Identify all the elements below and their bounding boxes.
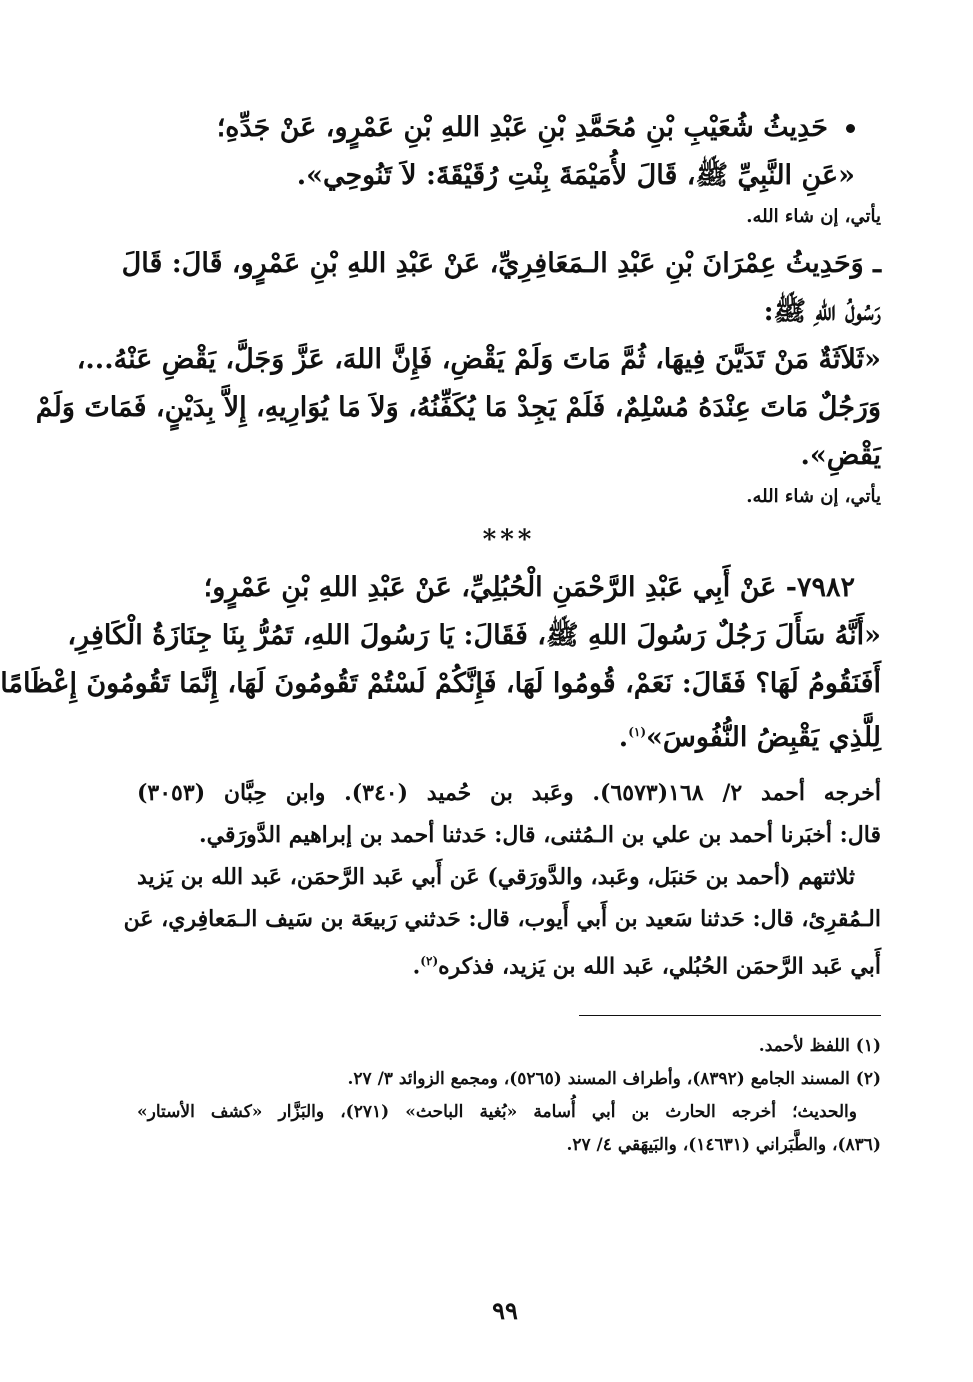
section2-line4: وَرَجُلٌ مَاتَ عِنْدَهُ مُسْلِمٌ، فَلَمْ يَجِدْ مَا يُكَفِّنُهُ، وَلاَ مَا يُوَارِيهِ، إِلاَّ بِدَيْنٍ، فَمَاتَ وَلَمْ <box>35 392 881 423</box>
section1-quote: «عَنِ النَّبِيِّ ﷺ، قَالَ لأُمَيْمَةَ بِنْتِ رُقَيْقَةَ: لاَ تَنُوحِي». <box>296 160 855 191</box>
takhrij-line1: أخرجه أحمد ٢/ ١٦٨(٦٥٧٣). وعَبد بن حُميد (٣٤٠). وابن حِبَّان (٣٠٥٣) <box>137 780 881 806</box>
hadith-heading: ٧٩٨٢- عَنْ أَبِي عَبْدِ الرَّحْمَنِ الْحُبُلِيِّ، عَنْ عَبْدِ اللهِ بْنِ عَمْرٍو؛ <box>203 572 855 603</box>
footnote-3-line2: (٨٣٦)، والطَّبَراني (١٤٦٣١)، والبَيهَقي ٤/ ٢٧. <box>566 1135 881 1156</box>
footnote-divider <box>579 1015 881 1016</box>
footnote-ref-2: (٢) <box>420 954 439 968</box>
takhrij-line4: الـمُقرِئ، قال: حَدثنا سَعيد بن أَبي أَيوب، قال: حَدثني رَبيعَة بن سَيف الـمَعافِري، عَن <box>123 906 881 932</box>
hadith-line3: لِلَّذِي يَقْبِضُ النُّفُوسَ»$^{(١)}$. <box>618 722 881 753</box>
section1-note: يأتي، إن شاء الله. <box>746 206 881 227</box>
section2-note: يأتي، إن شاء الله. <box>746 486 881 507</box>
section2-line5: يَقْضِ». <box>800 440 881 471</box>
footnote-3-line1: والحديث؛ أخرجه الحارث بن أبي أُسامة «بُغية الباحث» (٢٧١)، والبَزَّار «كشف الأستار» <box>137 1102 857 1123</box>
hadith-line1: «أَنَّهُ سَأَلَ رَجُلٌ رَسُولَ اللهِ ﷺ، فَقَالَ: يَا رَسُولَ اللهِ، تَمُرُّ بِنَا جِنَازَةُ الْكَافِرِ، <box>67 620 881 651</box>
footnote-2: (٢) المسند الجامع (٨٣٩٢)، وأطراف المسند (٥٢٦٥)، ومجمع الزوائد ٣/ ٢٧. <box>347 1069 881 1090</box>
takhrij-line3: ثلاثتهم (أحمد بن حَنبَل، وعَبد، والدَّورَقي) عَن أَبي عَبد الرَّحمَن، عَبد الله بن يَزيد <box>137 864 855 890</box>
footnote-ref-1: (١) <box>628 725 647 739</box>
section2-line3: «ثَلاَثَةٌ مَنْ تَدَيَّنَ فِيهَا، ثُمَّ مَاتَ وَلَمْ يَقْضِ، فَإِنَّ اللهَ، عَزَّ وَجَلَّ، يَقْضِ عَنْهُ...، <box>76 344 881 375</box>
bullet-icon <box>846 124 855 133</box>
hadith-line2: أَفَنَقُومُ لَهَا؟ فَقَالَ: نَعَمْ، قُومُوا لَهَا، فَإِنَّكُمْ لَسْتُمْ تَقُومُونَ لَهَا، إِنَّمَا تَقُومُونَ إِعْظَامًا <box>0 668 881 699</box>
page-body <box>0 104 881 1382</box>
section2-line1: ـ وَحَدِيثُ عِمْرَانَ بْنِ عَبْدِ الـمَعَافِرِيِّ، عَنْ عَبْدِ اللهِ بْنِ عَمْرٍو، قَالَ: قَالَ <box>121 248 881 279</box>
takhrij-line5: أَبي عَبد الرَّحمَن الحُبُلي، عَبد الله بن يَزيد، فذكره$^{(٢)}$. <box>412 953 881 980</box>
section2-line2: رَسُولُ اللهِ ﷺ: <box>763 296 881 327</box>
takhrij-line2: قال: أخبَرنا أحمد بن علي بن الـمُثنى، قال: حَدثنا أحمد بن إبراهيم الدَّورَقي. <box>199 822 881 848</box>
page-number: ٩٩ <box>492 1296 518 1325</box>
section-separator: *** <box>482 525 536 555</box>
section1-heading: حَدِيثُ شُعَيْبِ بْنِ مُحَمَّدِ بْنِ عَبْدِ اللهِ بْنِ عَمْرٍو، عَنْ جَدِّهِ؛ <box>137 104 881 152</box>
footnote-1: (١) اللفظ لأحمد. <box>758 1036 881 1057</box>
